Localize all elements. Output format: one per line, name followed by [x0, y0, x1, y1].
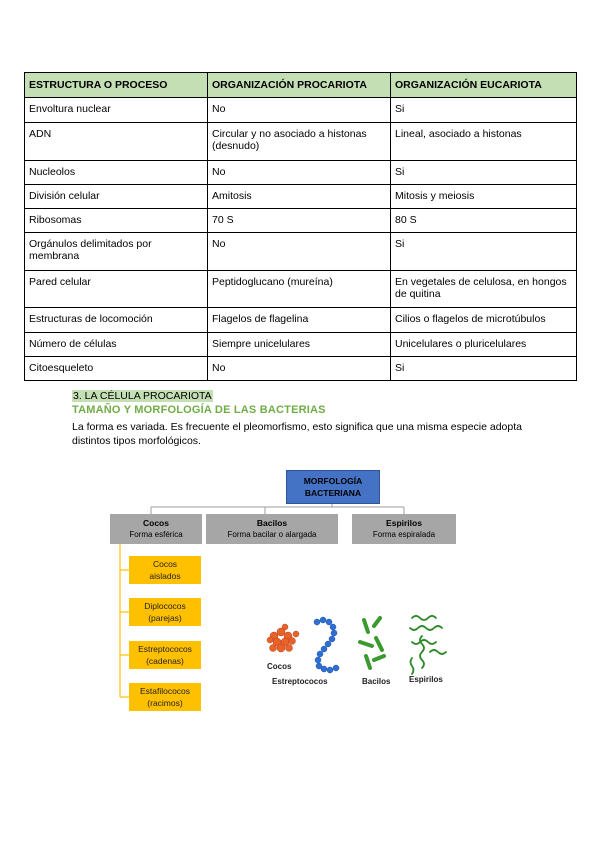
table-cell: División celular: [25, 185, 208, 209]
cocos-type-line2: (cadenas): [146, 656, 184, 666]
section-subheading: TAMAÑO Y MORFOLOGÍA DE LAS BACTERIAS: [72, 404, 326, 416]
table-cell: No: [208, 161, 391, 185]
table-cell: Ribosomas: [25, 209, 208, 233]
table-cell: No: [208, 357, 391, 381]
section-paragraph: La forma es variada. Es frecuente el pleomorfismo, esto significa que una misma especie adopta distintos tipos morfológicos.: [72, 421, 522, 447]
estreptococos-illustration: [314, 617, 339, 673]
bacilos-illustration: [360, 618, 384, 668]
header-structure: ESTRUCTURA O PROCESO: [25, 73, 208, 98]
table-cell: ADN: [25, 123, 208, 161]
cocos-type-line2: aislados: [149, 571, 181, 581]
cocos-type-estreptococos: [129, 641, 201, 669]
table-cell: Si: [391, 233, 577, 271]
table-cell: Siempre unicelulares: [208, 333, 391, 357]
table-cell: Número de células: [25, 333, 208, 357]
table-cell: Si: [391, 357, 577, 381]
cocos-type-line1: Cocos: [152, 559, 178, 569]
cocos-type-aislados: [129, 556, 201, 584]
table-cell: No: [208, 98, 391, 123]
root-label-line1: MORFOLOGÍA: [303, 476, 363, 486]
table-cell: Cilios o flagelos de microtúbulos: [391, 308, 577, 333]
header-eukaryote: ORGANIZACIÓN EUCARIOTA: [391, 73, 577, 98]
branch-cocos: [110, 514, 202, 544]
table-cell: Lineal, asociado a histonas: [391, 123, 577, 161]
table-cell: Si: [391, 161, 577, 185]
table-cell: 70 S: [208, 209, 391, 233]
table-cell: Peptidoglucano (mureína): [208, 271, 391, 308]
cocos-type-estafilococos: [129, 683, 201, 711]
branch-espirilos: [352, 514, 456, 544]
branch-subtitle: Forma bacilar o alargada: [227, 530, 317, 539]
table-cell: Citoesqueleto: [25, 357, 208, 381]
morphology-root-box: [286, 470, 380, 504]
branch-title: Cocos: [143, 518, 169, 528]
header-prokaryote: ORGANIZACIÓN PROCARIOTA: [208, 73, 391, 98]
cocos-type-diplococos: [129, 598, 201, 626]
root-label-line2: BACTERIANA: [304, 488, 362, 498]
branch-subtitle: Forma esférica: [129, 530, 183, 539]
table-cell: Unicelulares o pluricelulares: [391, 333, 577, 357]
table-cell: Estructuras de locomoción: [25, 308, 208, 333]
cocos-type-line1: Estafilococos: [139, 686, 191, 696]
cocos-type-line1: Estreptococos: [138, 644, 192, 654]
label-bacilos: Bacilos: [362, 677, 391, 686]
section-heading: 3. LA CÉLULA PROCARIOTA: [73, 390, 212, 402]
table-cell: Amitosis: [208, 185, 391, 209]
espirilos-illustration: [410, 616, 446, 674]
label-estreptococos: Estreptococos: [272, 677, 328, 686]
branch-title: Espirilos: [386, 518, 422, 528]
table-cell: Mitosis y meiosis: [391, 185, 577, 209]
cocos-type-line2: (parejas): [148, 613, 182, 623]
cocos-type-line1: Diplococos: [144, 601, 186, 611]
table-cell: En vegetales de celulosa, en hongos de quitina: [391, 271, 577, 308]
table-cell: Pared celular: [25, 271, 208, 308]
table-cell: Circular y no asociado a histonas (desnudo): [208, 123, 391, 161]
cocos-type-line2: (racimos): [147, 698, 183, 708]
table-cell: No: [208, 233, 391, 271]
table-cell: Nucleolos: [25, 161, 208, 185]
label-cocos: Cocos: [267, 662, 292, 671]
table-cell: Orgánulos delimitados por membrana: [25, 233, 208, 271]
table-cell: 80 S: [391, 209, 577, 233]
table-cell: Envoltura nuclear: [25, 98, 208, 123]
table-cell: Flagelos de flagelina: [208, 308, 391, 333]
label-espirilos: Espirilos: [409, 675, 443, 684]
branch-subtitle: Forma espiralada: [372, 530, 436, 539]
branch-title: Bacilos: [256, 518, 288, 528]
table-cell: Si: [391, 98, 577, 123]
cocos-illustration: [267, 624, 299, 652]
branch-bacilos: [206, 514, 338, 544]
